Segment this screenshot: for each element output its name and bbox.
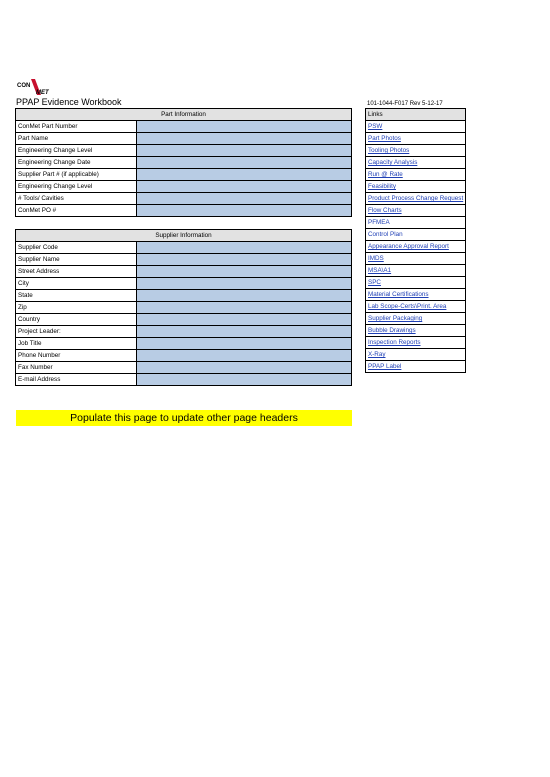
supplier-info-value-input[interactable]: [137, 374, 352, 386]
link-row: [366, 121, 466, 133]
supplier-info-row: [16, 266, 352, 278]
link-item[interactable]: Material Certifications: [366, 289, 466, 301]
link-row: [366, 337, 466, 349]
supplier-information-table: [15, 229, 352, 386]
supplier-info-label: Country: [16, 314, 137, 326]
supplier-info-value-input[interactable]: [137, 350, 352, 362]
supplier-info-value-input[interactable]: [137, 338, 352, 350]
part-info-label: Engineering Change Level: [16, 145, 137, 157]
part-info-label: Part Name: [16, 133, 137, 145]
links-table: [365, 108, 466, 373]
svg-text:CON: CON: [17, 83, 31, 89]
link-row: [366, 241, 466, 253]
part-info-value-input[interactable]: [137, 181, 352, 193]
supplier-info-row: [16, 290, 352, 302]
supplier-information-heading: Supplier Information: [16, 230, 352, 242]
link-item[interactable]: Flow Charts: [366, 205, 466, 217]
supplier-info-value-input[interactable]: [137, 278, 352, 290]
part-info-value-input[interactable]: [137, 145, 352, 157]
part-info-row: [16, 121, 352, 133]
link-item[interactable]: X-Ray: [366, 349, 466, 361]
supplier-info-row: [16, 374, 352, 386]
link-item[interactable]: Tooling Photos: [366, 145, 466, 157]
link-row: [366, 325, 466, 337]
part-info-value-input[interactable]: [137, 121, 352, 133]
supplier-info-label: City: [16, 278, 137, 290]
document-number: 101-1044-F017 Rev 5-12-17: [367, 101, 443, 107]
supplier-info-label: Zip: [16, 302, 137, 314]
link-row: [366, 313, 466, 325]
link-row: [366, 205, 466, 217]
part-information-table: [15, 108, 352, 217]
conmet-logo-icon: [17, 77, 57, 97]
supplier-info-row: [16, 254, 352, 266]
links-heading: Links: [366, 109, 466, 121]
supplier-info-label: Job Title: [16, 338, 137, 350]
link-row: [366, 361, 466, 373]
part-info-row: [16, 157, 352, 169]
supplier-info-row: [16, 338, 352, 350]
supplier-info-value-input[interactable]: [137, 254, 352, 266]
link-item[interactable]: PFMEA: [366, 217, 466, 229]
part-info-row: [16, 145, 352, 157]
supplier-info-label: Supplier Name: [16, 254, 137, 266]
link-row: [366, 289, 466, 301]
link-row: [366, 217, 466, 229]
part-info-value-input[interactable]: [137, 169, 352, 181]
link-row: [366, 133, 466, 145]
link-item[interactable]: Appearance Approval Report: [366, 241, 466, 253]
link-row: [366, 193, 466, 205]
link-row: [366, 277, 466, 289]
link-item[interactable]: Control Plan: [366, 229, 466, 241]
link-item[interactable]: Part Photos: [366, 133, 466, 145]
part-info-row: [16, 133, 352, 145]
link-row: [366, 265, 466, 277]
link-item[interactable]: Lab Scope-Certs\Print. Area: [366, 301, 466, 313]
part-info-value-input[interactable]: [137, 205, 352, 217]
link-item[interactable]: MSA\A1: [366, 265, 466, 277]
supplier-info-value-input[interactable]: [137, 302, 352, 314]
link-row: [366, 301, 466, 313]
supplier-info-row: [16, 326, 352, 338]
link-item[interactable]: Product Process Change Request: [366, 193, 466, 205]
part-info-row: [16, 169, 352, 181]
part-info-label: Engineering Change Date: [16, 157, 137, 169]
part-info-row: [16, 205, 352, 217]
supplier-info-value-input[interactable]: [137, 314, 352, 326]
supplier-info-value-input[interactable]: [137, 266, 352, 278]
part-info-label: ConMet PO #: [16, 205, 137, 217]
link-item[interactable]: Supplier Packaging: [366, 313, 466, 325]
part-info-label: Engineering Change Level: [16, 181, 137, 193]
link-item[interactable]: PPAP Label: [366, 361, 466, 373]
link-item[interactable]: SPC: [366, 277, 466, 289]
supplier-info-value-input[interactable]: [137, 326, 352, 338]
supplier-info-row: [16, 278, 352, 290]
svg-text:MET: MET: [36, 90, 49, 96]
populate-notice-banner: Populate this page to update other page headers: [16, 410, 352, 426]
supplier-info-value-input[interactable]: [137, 362, 352, 374]
part-info-value-input[interactable]: [137, 157, 352, 169]
supplier-info-row: [16, 302, 352, 314]
link-row: [366, 169, 466, 181]
supplier-info-value-input[interactable]: [137, 290, 352, 302]
link-row: [366, 349, 466, 361]
supplier-info-label: Fax Number: [16, 362, 137, 374]
supplier-info-row: [16, 362, 352, 374]
conmet-logo: [17, 77, 57, 97]
page-title: PPAP Evidence Workbook: [16, 97, 122, 107]
link-item[interactable]: Bubble Drawings: [366, 325, 466, 337]
part-info-label: Supplier Part # (if applicable): [16, 169, 137, 181]
supplier-info-label: Supplier Code: [16, 242, 137, 254]
link-item[interactable]: Capacity Analysis: [366, 157, 466, 169]
part-information-heading: Part Information: [16, 109, 352, 121]
supplier-info-row: [16, 242, 352, 254]
link-row: [366, 229, 466, 241]
supplier-info-label: State: [16, 290, 137, 302]
link-row: [366, 181, 466, 193]
supplier-info-value-input[interactable]: [137, 242, 352, 254]
link-item[interactable]: Inspection Reports: [366, 337, 466, 349]
part-info-value-input[interactable]: [137, 133, 352, 145]
link-item[interactable]: Feasibility: [366, 181, 466, 193]
supplier-info-label: Phone Number: [16, 350, 137, 362]
link-row: [366, 157, 466, 169]
link-item[interactable]: Run @ Rate: [366, 169, 466, 181]
part-info-row: [16, 193, 352, 205]
supplier-info-label: Street Address: [16, 266, 137, 278]
supplier-info-label: Project Leader:: [16, 326, 137, 338]
supplier-info-row: [16, 350, 352, 362]
link-row: [366, 145, 466, 157]
part-info-value-input[interactable]: [137, 193, 352, 205]
part-info-label: ConMet Part Number: [16, 121, 137, 133]
supplier-info-row: [16, 314, 352, 326]
supplier-info-label: E-mail Address: [16, 374, 137, 386]
link-item[interactable]: IMDS: [366, 253, 466, 265]
part-info-row: [16, 181, 352, 193]
link-row: [366, 253, 466, 265]
link-item[interactable]: PSW: [366, 121, 466, 133]
part-info-label: # Tools/ Cavities: [16, 193, 137, 205]
